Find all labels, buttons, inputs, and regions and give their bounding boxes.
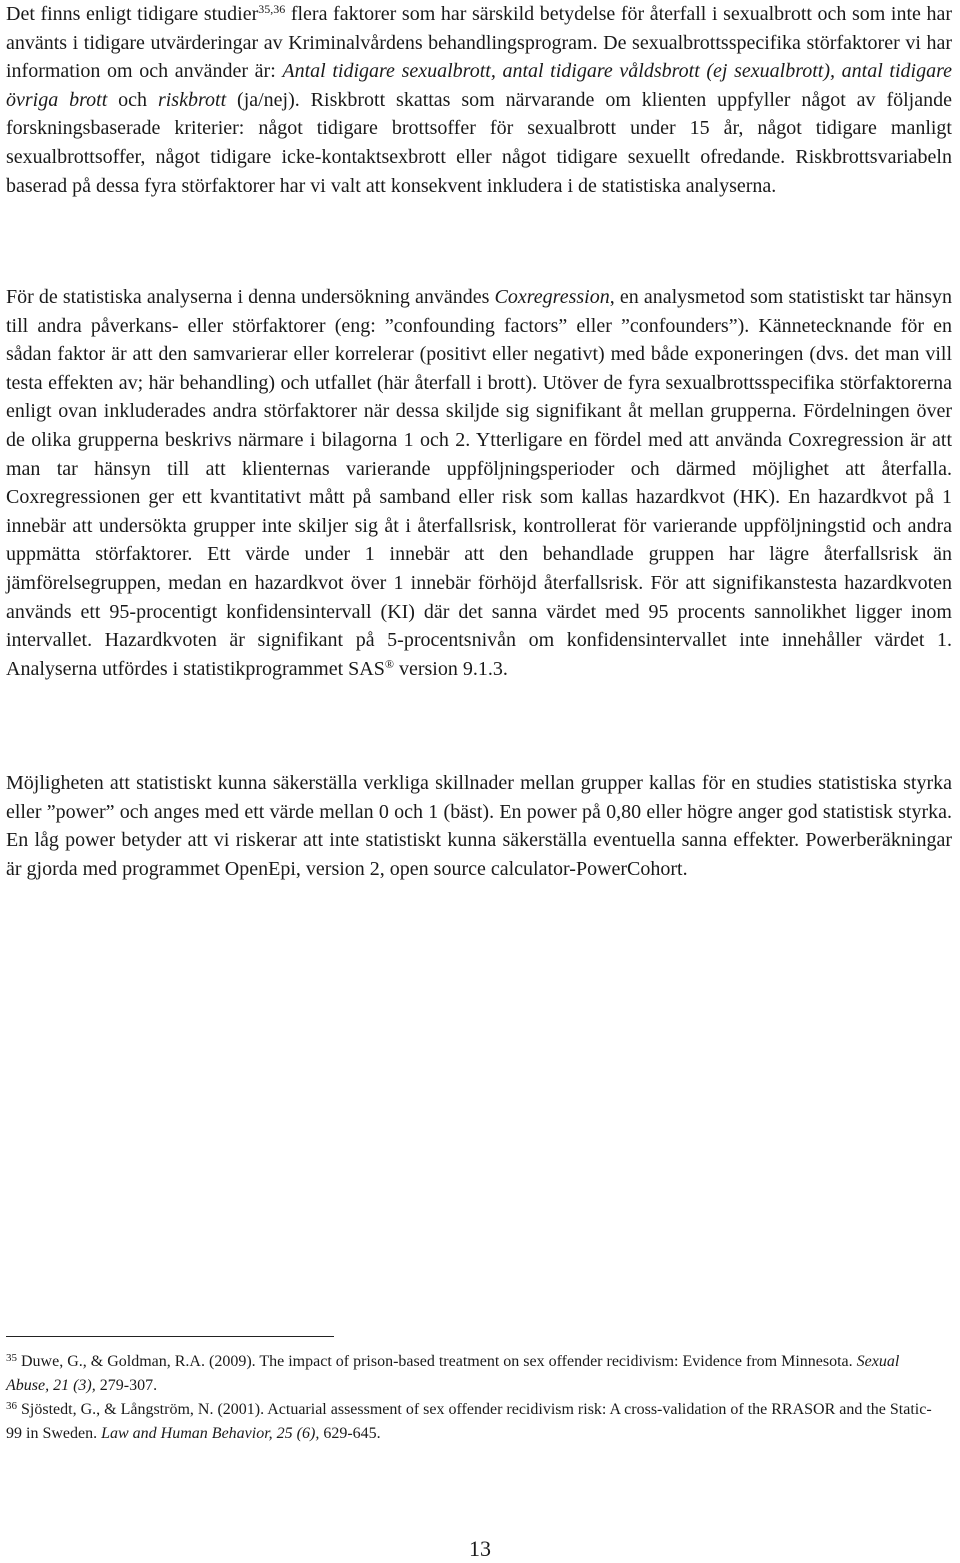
italic-run: Antal tidigare sexualbrott, antal tidigare våldsbrott (ej sexualbrott), antal tidigare övriga brott	[6, 60, 952, 111]
footnote-pages: 279-307.	[95, 1376, 158, 1394]
italic-run: riskbrott	[157, 88, 227, 111]
paragraph-risk-factors	[6, 0, 952, 200]
text-run: och	[107, 88, 158, 111]
page-number: 13	[469, 1536, 491, 1561]
footnote-35	[6, 1350, 946, 1397]
footnote-text: Duwe, G., & Goldman, R.A. (2009). The impact of prison-based treatment on sex offender recidivism: Evidence from Minnesota.	[17, 1353, 857, 1370]
footnote-36	[6, 1398, 946, 1445]
footnote-reference: 35,36	[258, 2, 286, 16]
text-run: För de statistiska analyserna i denna undersökning användes	[6, 286, 495, 308]
text-run: version 9.1.3.	[393, 657, 508, 680]
footnote-journal: Sexual Abuse, 21 (3),	[6, 1353, 900, 1394]
footnote-number: 35	[6, 1352, 17, 1364]
footnote-divider	[6, 1336, 334, 1337]
footnote-pages: 629-645.	[319, 1424, 381, 1442]
text-run: flera faktorer som har särskild betydelse för återfall i sexualbrott och som inte har använts i tidigare utvärderingar av Kriminalvårdens behandlingsprogram. De sexualbrottsspecifika störfaktorer vi har information om och använder är:	[6, 3, 952, 83]
text-run: , en analysmetod som statistiskt tar hänsyn till andra påverkans- eller störfaktorer (eng: ”confounding factors” eller ”confounders”). Kännetecknande för en sådan faktor är att den samvarierar eller korrelerar (positivt eller negativt) med både exponeringen (dvs. det man vill testa effekten av; här behandling) och utfallet (här återfall i brott). Utöver de fyra sexualbrottsspecifika störfaktorerna enligt ovan inkluderades andra störfaktorer när dessa skiljde sig signifikant åt mellan grupperna. Fördelningen över de olika grupperna beskrivs närmare i bilagorna 1 och 2. Ytterligare en fördel med att använda Coxregression är att man tar hänsyn till att klienternas varierande uppföljningsperioder och därmed möjlighet att återfalla. Coxregressionen ger ett kvantitativt mått på samband eller risk som kallas hazardkvot (HK). En hazardkvot på 1 innebär att undersökta grupper inte skiljer sig åt i återfallsrisk, kontrollerat för varierande uppföljningstid och andra uppmätta störfaktorer. Ett värde under 1 innebär att den behandlade gruppen har lägre återfallsrisk än jämförelsegruppen, medan en hazardkvot över 1 innebär förhöjd återfallsrisk. För att signifikanstesta hazardkvoten används ett 95-procentigt konfidensintervall (KI) där det sanna värdet med 95 procents sannolikhet ligger inom intervallet. Hazardkvoten är signifikant på 5-procentsnivån om konfidensintervallet inte innehåller värdet 1. Analyserna utfördes i statistikprogrammet SAS	[6, 286, 952, 680]
footnote-journal: Law and Human Behavior, 25 (6),	[101, 1424, 320, 1442]
registered-mark: ®	[384, 656, 394, 671]
footnote-text: Sjöstedt, G., & Långström, N. (2001). Actuarial assessment of sex offender recidivism risk: A cross-validation of the RRASOR and the Static-99 in Sweden.	[6, 1401, 932, 1442]
italic-run: Coxregression	[494, 286, 610, 308]
text-run: Det finns enligt tidigare studier	[6, 3, 259, 25]
paragraph-cox-regression	[6, 283, 952, 683]
paragraph-statistical-power: Möjligheten att statistiskt kunna säkerställa verkliga skillnader mellan grupper kallas för en studies statistiska styrka eller ”power” och anges med ett värde mellan 0 och 1 (bäst). En power på 0,80 eller högre anger god statistisk styrka. En låg power betyder att vi riskerar att inte statistiskt kunna säkerställa eventuella sanna effekter. Powerberäkningar är gjorda med programmet OpenEpi, version 2, open source calculator-PowerCohort.	[6, 772, 952, 880]
footnote-number: 36	[6, 1400, 17, 1412]
text-run: (ja/nej). Riskbrott skattas som närvarande om klienten uppfyller något av följande forskningsbaserade kriterier: något tidigare brottsoffer för sexualbrott under 15 år, något tidigare manligt sexualbrottsoffer, något tidigare icke-kontaktsexbrott eller något tidigare sexuellt ofredande. Riskbrottsvariabeln baserad på dessa fyra störfaktorer har vi valt att konsekvent inkludera i de statistiska analyserna.	[6, 88, 952, 197]
